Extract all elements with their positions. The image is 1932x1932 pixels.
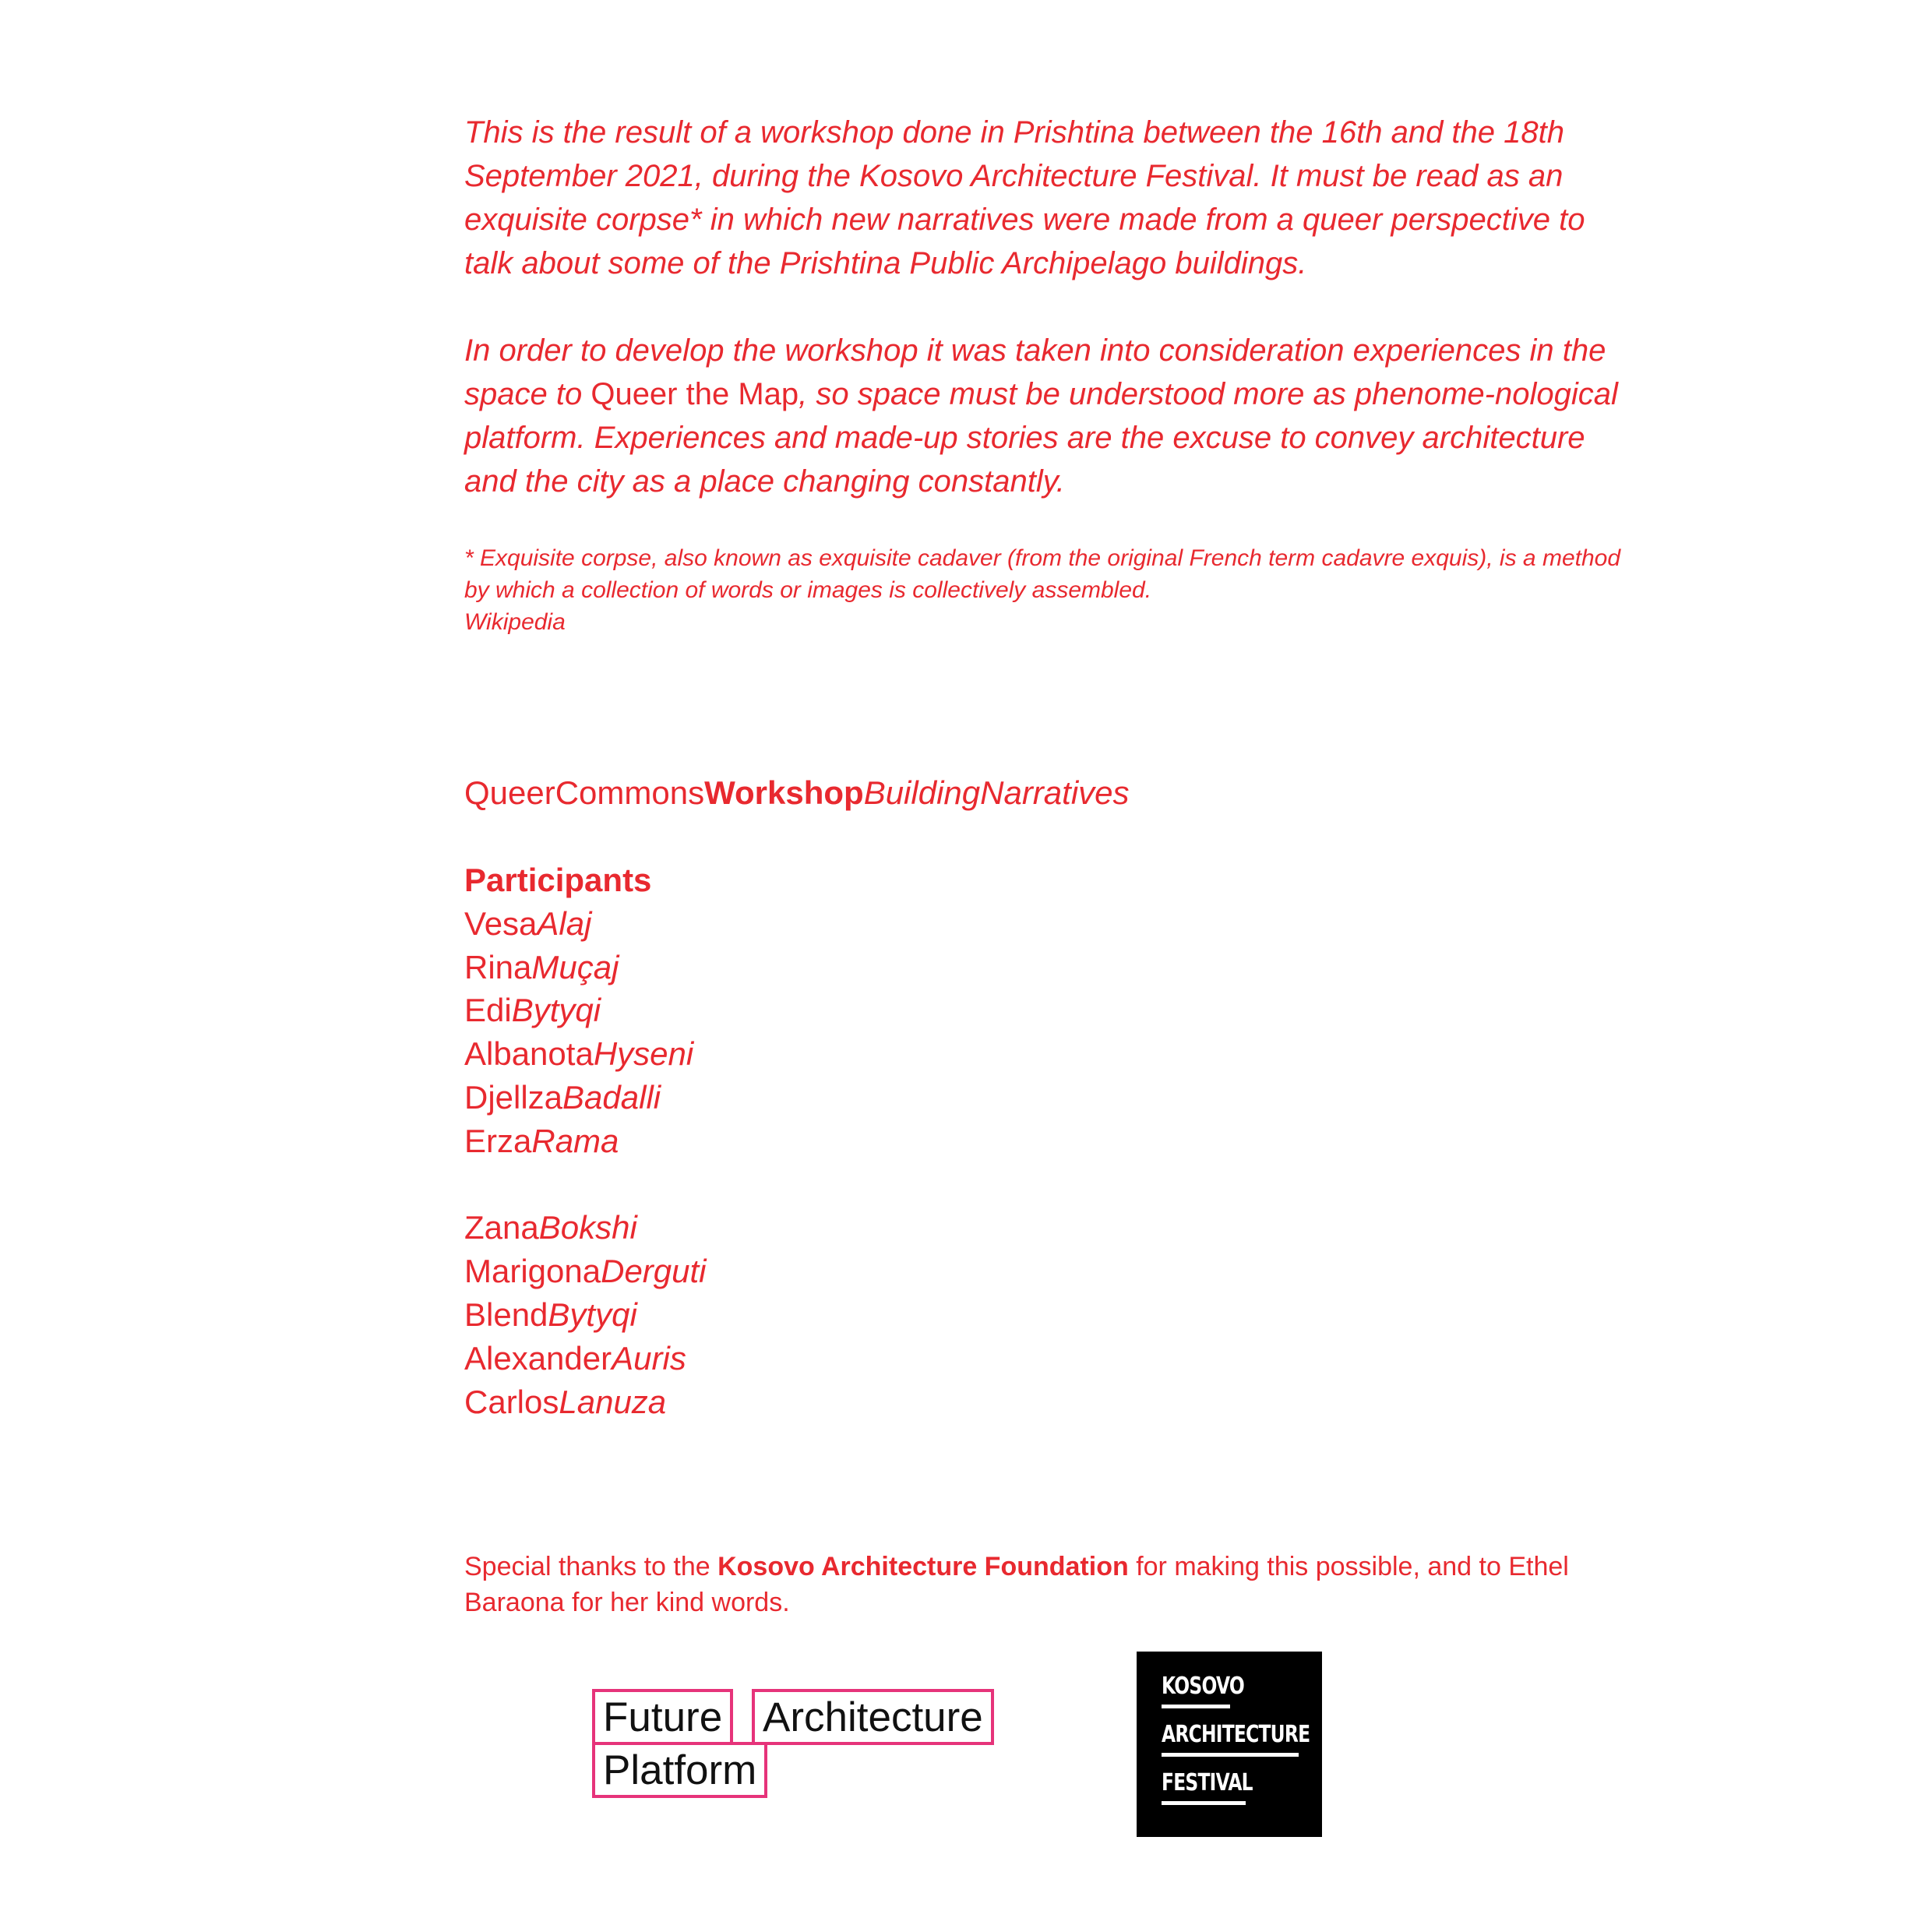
acknowledgements bbox=[464, 1549, 1633, 1620]
project-title-part-1: QueerCommons bbox=[464, 774, 705, 811]
participants-heading: Participants bbox=[464, 862, 652, 898]
participant-first-name: Zana bbox=[464, 1209, 539, 1246]
intro-p2-end: , so space must be understood more as phenome-nological platform. Experiences and made-up stories are the excuse to convey architecture and the city as a place changing constantly. bbox=[464, 377, 1618, 499]
thanks-suffix: for making this possible, and to Ethel Baraona for her kind words. bbox=[464, 1552, 1569, 1617]
participant-first-name: Blend bbox=[464, 1296, 548, 1333]
participant-last-name: Lanuza bbox=[559, 1383, 667, 1420]
participant-first-name: Rina bbox=[464, 948, 532, 985]
participants-list bbox=[464, 858, 707, 1423]
kaf-logo-line-3: FESTIVAL bbox=[1162, 1769, 1253, 1796]
participant-first-name: Carlos bbox=[464, 1383, 559, 1420]
participant-last-name: Hyseni bbox=[593, 1035, 694, 1073]
queer-the-map-title: Queer the Map bbox=[591, 377, 799, 411]
fap-logo-word-future: Future bbox=[592, 1689, 733, 1745]
intro-p2-start: In order to develop the workshop it was taken into consideration experiences in the space to bbox=[464, 333, 1606, 411]
fap-logo-word-platform: Platform bbox=[592, 1742, 767, 1798]
participant-last-name: Badalli bbox=[562, 1078, 661, 1116]
footnote-source: Wikipedia bbox=[464, 609, 566, 635]
kosovo-architecture-festival-logo bbox=[1137, 1652, 1322, 1837]
participant-last-name: Bokshi bbox=[538, 1209, 637, 1246]
future-architecture-platform-logo bbox=[592, 1689, 1044, 1806]
thanks-prefix: Special thanks to the bbox=[464, 1552, 718, 1581]
footnote-text: * Exquisite corpse, also known as exquisite cadaver (from the original French term cadavre exquis), is a method by which a collection of words or images is collectively assembled. bbox=[464, 545, 1621, 603]
list-spacer bbox=[464, 1163, 707, 1207]
participant-first-name: Albanota bbox=[464, 1035, 594, 1073]
kaf-logo-line-2: ARCHITECTURE bbox=[1162, 1721, 1310, 1748]
intro-paragraph-1: This is the result of a workshop done in Prishtina between the 16th and the 18th September 2021, during the Kosovo Architecture Festival. It must be read as an exquisite corpse* in which new narratives were made from a queer perspective to talk about some of the Prishtina Public Archipelago buildings. bbox=[464, 115, 1585, 280]
participant bbox=[464, 989, 707, 1032]
intro-text bbox=[464, 111, 1633, 503]
participant bbox=[464, 1032, 707, 1076]
participant-first-name: Marigona bbox=[464, 1253, 601, 1290]
participant-first-name: Erza bbox=[464, 1122, 532, 1159]
participant-first-name: Alexander bbox=[464, 1339, 612, 1377]
participant bbox=[464, 1250, 707, 1293]
participant-last-name: Bytyqi bbox=[511, 992, 601, 1029]
participant bbox=[464, 1380, 707, 1424]
kaf-logo-line-1: KOSOVO bbox=[1162, 1673, 1245, 1700]
participant bbox=[464, 1206, 707, 1250]
project-title-part-2: Workshop bbox=[704, 774, 864, 811]
participant-last-name: Alaj bbox=[537, 904, 592, 942]
participant-last-name: Derguti bbox=[601, 1253, 707, 1290]
footnote bbox=[464, 542, 1648, 638]
participant bbox=[464, 902, 707, 946]
project-title-part-3: BuildingNarratives bbox=[863, 774, 1130, 811]
participant-first-name: Edi bbox=[464, 992, 512, 1029]
participant bbox=[464, 1076, 707, 1119]
participant bbox=[464, 946, 707, 989]
participant-first-name: Djellza bbox=[464, 1078, 563, 1116]
project-title bbox=[464, 771, 1130, 815]
participant bbox=[464, 1337, 707, 1380]
participant-last-name: Auris bbox=[612, 1339, 686, 1377]
kaf-logo-rule bbox=[1162, 1705, 1230, 1708]
kaf-logo-rule bbox=[1162, 1801, 1246, 1805]
participant bbox=[464, 1293, 707, 1337]
kaf-logo-rule bbox=[1162, 1753, 1299, 1757]
fap-logo-word-architecture: Architecture bbox=[752, 1689, 994, 1745]
thanks-organization: Kosovo Architecture Foundation bbox=[717, 1552, 1129, 1581]
participant-first-name: Vesa bbox=[464, 904, 538, 942]
intro-paragraph-2 bbox=[464, 329, 1633, 503]
participant-last-name: Muçaj bbox=[531, 948, 619, 985]
participant bbox=[464, 1119, 707, 1163]
participant-last-name: Bytyqi bbox=[548, 1296, 637, 1333]
participant-last-name: Rama bbox=[531, 1122, 619, 1159]
